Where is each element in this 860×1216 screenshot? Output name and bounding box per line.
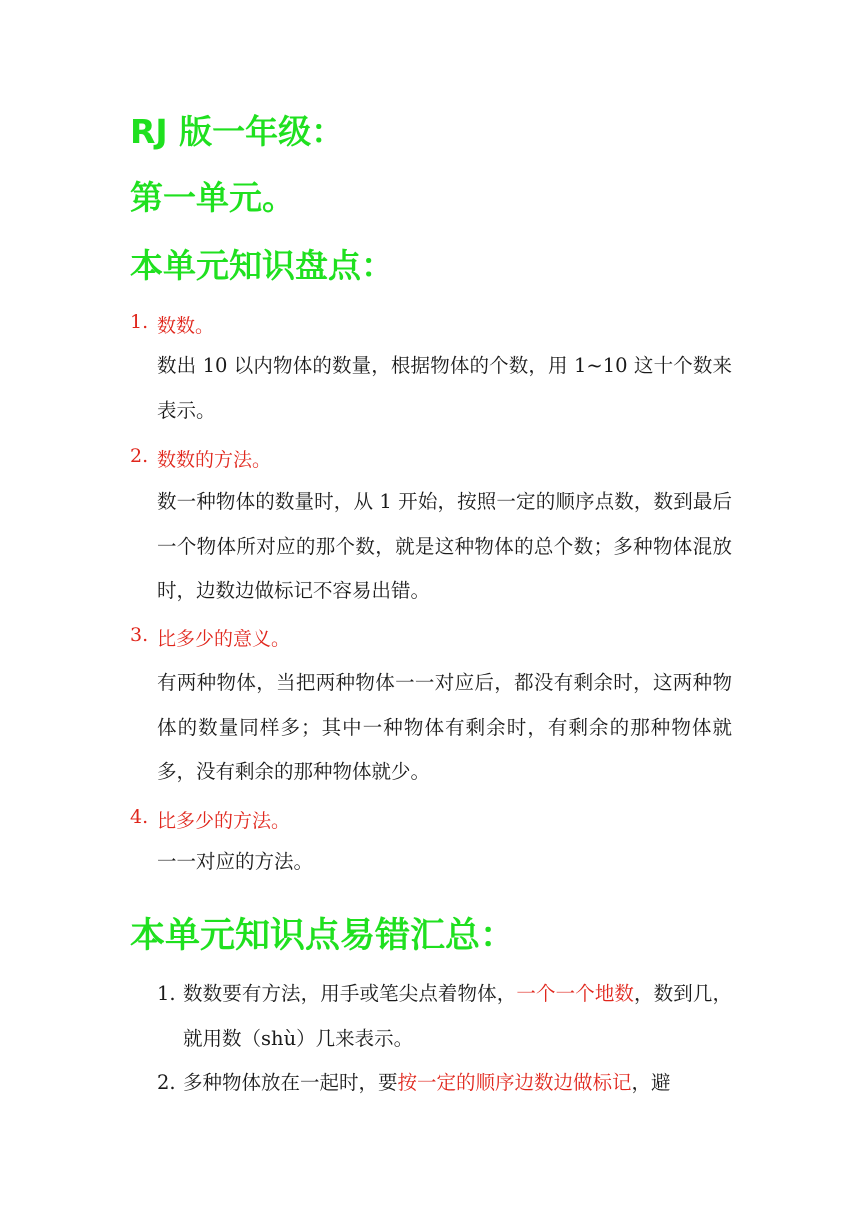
- knowledge-heading: 本单元知识盘点：: [130, 246, 394, 285]
- item-number: 1.: [130, 311, 149, 333]
- error-text-post: ，避: [631, 1071, 671, 1094]
- error-text-post: ，数到几，就用数（shù）几来表示。: [183, 982, 732, 1050]
- item-title: 数数。: [157, 315, 215, 337]
- errors-heading: 本单元知识点易错汇总：: [130, 916, 516, 956]
- error-item-text: [183, 972, 732, 1061]
- item-text: 一一对应的方法。: [157, 850, 314, 873]
- item-number: 2.: [130, 445, 149, 467]
- item-title: 比多少的意义。: [157, 628, 291, 650]
- unit-heading: 第一单元。: [130, 178, 295, 217]
- error-item-number: 2.: [157, 1071, 176, 1094]
- item-text: 数一种物体的数量时，从 1 开始，按照一定的顺序点数，数到最后一个物体所对应的那个数，就是这种物体的总个数；多种物体混放时，边数边做标记不容易出错。: [157, 490, 732, 602]
- error-text-pre: 多种物体放在一起时，要: [183, 1071, 398, 1094]
- error-item-number: 1.: [157, 982, 176, 1005]
- item-title: 比多少的方法。: [157, 810, 291, 832]
- error-text-pre: 数数要有方法，用手或笔尖点着物体，: [183, 982, 517, 1005]
- item-text: 数出 10 以内物体的数量，根据物体的个数，用 1~10 这十个数来表示。: [157, 354, 732, 422]
- item-text: 有两种物体，当把两种物体一一对应后，都没有剩余时，这两种物体的数量同样多；其中一种物体有剩余时，有剩余的那种物体就多，没有剩余的那种物体就少。: [157, 671, 732, 783]
- error-text-highlight: 按一定的顺序边数边做标记: [397, 1071, 632, 1094]
- grade-heading: RJ 版一年级：: [130, 112, 345, 151]
- item-number: 4.: [130, 806, 149, 828]
- error-text-highlight: 一个一个地数: [516, 982, 635, 1005]
- error-item-text: [183, 1061, 732, 1106]
- item-title: 数数的方法。: [157, 449, 272, 471]
- item-number: 3.: [130, 624, 149, 646]
